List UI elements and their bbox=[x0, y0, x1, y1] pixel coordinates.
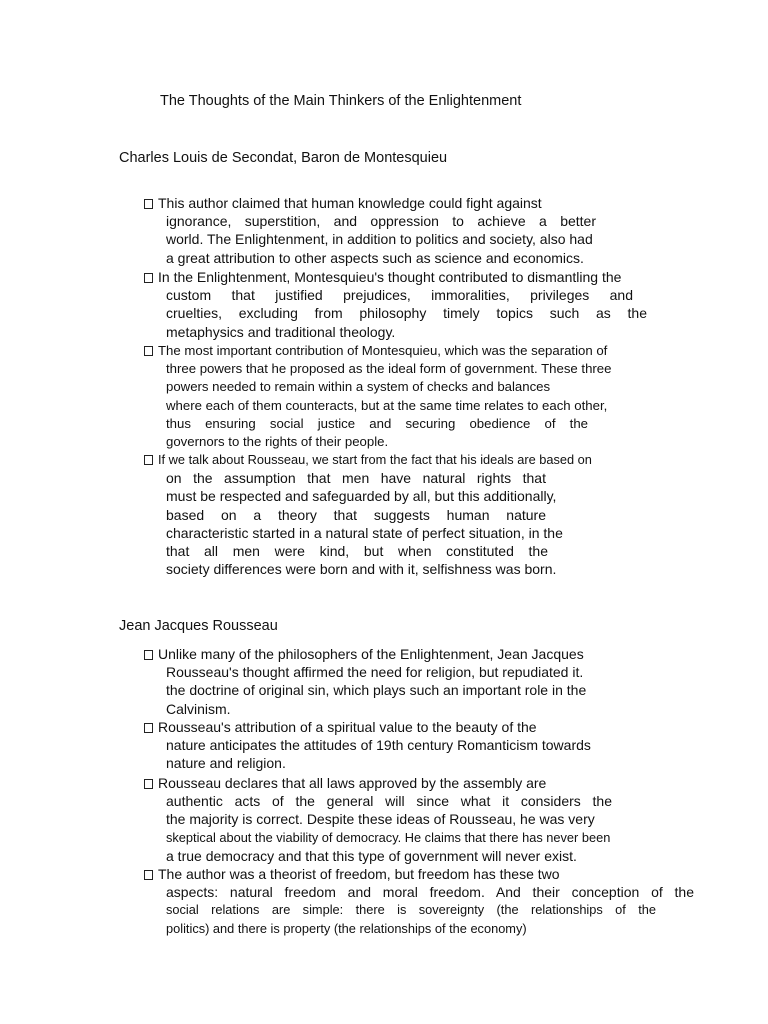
checkbox-bullet-icon bbox=[144, 273, 153, 283]
bullet-line: metaphysics and traditional theology. bbox=[166, 323, 396, 340]
bullet-line: where each of them counteracts, but at the same time relates to each other, bbox=[166, 397, 608, 413]
bullet-line: on the assumption that men have natural rights that bbox=[166, 470, 546, 487]
bullet-first-line: Rousseau declares that all laws approved by the assembly are bbox=[144, 774, 612, 792]
bullet-item-montesquieu-1 bbox=[144, 194, 596, 267]
bullet-item-montesquieu-4 bbox=[144, 451, 592, 578]
bullet-line: world. The Enlightenment, in addition to politics and society, also had bbox=[166, 231, 593, 248]
bullet-line: that all men were kind, but when constituted the bbox=[166, 542, 548, 559]
bullet-first-line: The author was a theorist of freedom, but freedom has these two bbox=[144, 865, 694, 883]
bullet-line: a great attribution to other aspects such as science and economics. bbox=[166, 249, 584, 266]
section-heading-montesquieu: Charles Louis de Secondat, Baron de Montesquieu bbox=[119, 150, 448, 166]
bullet-line: thus ensuring social justice and securing obedience of the bbox=[166, 415, 588, 431]
bullet-line: a true democracy and that this type of government will never exist. bbox=[166, 847, 577, 864]
checkbox-bullet-icon bbox=[144, 455, 153, 465]
bullet-line: governors to the rights of their people. bbox=[166, 433, 389, 449]
bullet-first-line: If we talk about Rousseau, we start from the fact that his ideals are based on bbox=[144, 451, 592, 469]
bullet-line: Rousseau's thought affirmed the need for religion, but repudiated it. bbox=[166, 664, 584, 681]
bullet-line: cruelties, excluding from philosophy timely topics such as the bbox=[166, 305, 647, 322]
page-title: The Thoughts of the Main Thinkers of the Enlightenment bbox=[160, 93, 522, 109]
bullet-line: skeptical about the viability of democracy. He claims that there has never been bbox=[166, 829, 611, 845]
bullet-line: nature anticipates the attitudes of 19th century Romanticism towards bbox=[166, 737, 591, 754]
bullet-first-line: Unlike many of the philosophers of the Enlightenment, Jean Jacques bbox=[144, 645, 586, 663]
checkbox-bullet-icon bbox=[144, 723, 153, 733]
bullet-line: the majority is correct. Despite these ideas of Rousseau, he was very bbox=[166, 811, 595, 828]
bullet-first-line: This author claimed that human knowledge could fight against bbox=[144, 194, 596, 212]
checkbox-bullet-icon bbox=[144, 779, 153, 789]
bullet-item-rousseau-1 bbox=[144, 645, 586, 718]
bullet-first-line: The most important contribution of Montesquieu, which was the separation of bbox=[144, 342, 611, 360]
bullet-line: must be respected and safeguarded by all, but this additionally, bbox=[166, 488, 557, 505]
checkbox-bullet-icon bbox=[144, 199, 153, 209]
bullet-line: custom that justified prejudices, immoralities, privileges and bbox=[166, 287, 633, 304]
bullet-line: aspects: natural freedom and moral freedom. And their conception of the bbox=[166, 884, 694, 901]
checkbox-bullet-icon bbox=[144, 346, 153, 356]
bullet-first-line: Rousseau's attribution of a spiritual value to the beauty of the bbox=[144, 718, 591, 736]
bullet-item-montesquieu-3 bbox=[144, 342, 611, 451]
bullet-first-line: In the Enlightenment, Montesquieu's thought contributed to dismantling the bbox=[144, 268, 647, 286]
section-heading-rousseau: Jean Jacques Rousseau bbox=[119, 618, 278, 634]
checkbox-bullet-icon bbox=[144, 650, 153, 660]
bullet-line: powers needed to remain within a system of checks and balances bbox=[166, 379, 551, 395]
bullet-item-rousseau-2 bbox=[144, 718, 591, 773]
bullet-line: authentic acts of the general will since what it considers the bbox=[166, 793, 612, 810]
bullet-item-montesquieu-2 bbox=[144, 268, 647, 341]
bullet-line: nature and religion. bbox=[166, 755, 286, 772]
bullet-line: the doctrine of original sin, which plays such an important role in the bbox=[166, 682, 587, 699]
bullet-line: ignorance, superstition, and oppression to achieve a better bbox=[166, 213, 596, 230]
bullet-item-rousseau-3 bbox=[144, 774, 612, 865]
bullet-item-rousseau-4 bbox=[144, 865, 694, 938]
bullet-line: Calvinism. bbox=[166, 700, 231, 717]
bullet-line: characteristic started in a natural state of perfect situation, in the bbox=[166, 524, 563, 541]
bullet-line: social relations are simple: there is sovereignty (the relationships of the bbox=[166, 902, 656, 918]
bullet-line: based on a theory that suggests human nature bbox=[166, 506, 546, 523]
checkbox-bullet-icon bbox=[144, 870, 153, 880]
bullet-line: three powers that he proposed as the ideal form of government. These three bbox=[166, 361, 612, 377]
bullet-line: politics) and there is property (the relationships of the economy) bbox=[166, 920, 527, 936]
bullet-line: society differences were born and with it, selfishness was born. bbox=[166, 561, 557, 578]
